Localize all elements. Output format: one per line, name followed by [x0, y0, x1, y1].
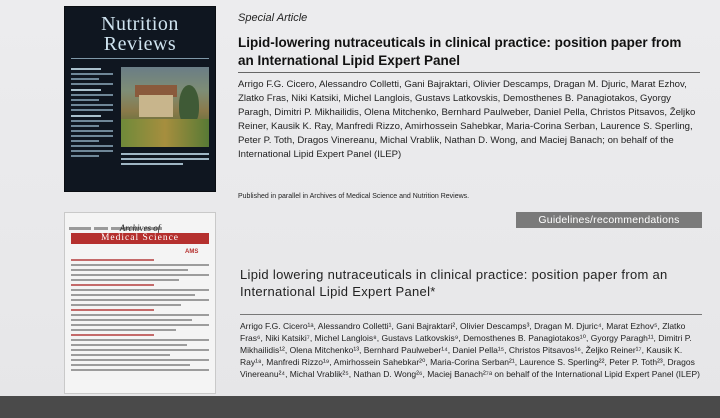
- ams-cover-title-line2: Medical Science: [71, 233, 209, 244]
- ams-article-title: Lipid lowering nutraceuticals in clinical practice: position paper from an International Lipid Expert Panel*: [240, 267, 668, 299]
- nr-cover-contents: [71, 64, 117, 184]
- nr-cover-rule: [71, 58, 209, 59]
- ams-cover-title-line1: Archives of: [119, 223, 161, 233]
- guidelines-tag: Guidelines/recommendations: [516, 212, 702, 228]
- nr-cover-title-line2: Reviews: [103, 33, 177, 55]
- ams-cover-mark: AMS: [185, 249, 199, 255]
- nr-cover-title-line1: Nutrition: [101, 13, 179, 35]
- ams-cover-contents: [71, 259, 209, 374]
- ams-author-list: Arrigo F.G. Cicero¹ᵃ, Alessandro Colletti¹, Gani Bajraktari², Olivier Descamps³, Dragan M. Djuric⁴, Marat Ezhov⁵, Zlatko Fras⁶, Niki Katsiki⁷, Michel Langlois⁸, Gustavs Latkovskis⁹, Demosthenes B. Panagiotakos¹⁰, Gyorgy Paragh¹¹, Dimitri P. Mikhailidis¹², Olena Mitchenko¹³, Bernhard Paulweber¹⁴, Daniel Pella¹⁵, Christos Pitsavos¹⁶, Željko Reiner¹⁷, Kausik K. Ray¹⁸, Manfredi Rizzo¹⁹, Amirhossein Sahebkar²⁰, Maria-Corina Serban²¹, Laurence S. Sperling²², Peter P. Toth²³, Dragos Vinereanu²⁴, Michal Vrablik²⁵, Nathan D. Wong²⁶, Maciej Banach²⁷ᵃ on behalf of the International Lipid Expert Panel (ILEP): [240, 321, 700, 379]
- ams-cover-top-strip: [69, 217, 211, 221]
- published-note: Published in parallel in Archives of Medical Science and Nutrition Reviews.: [238, 193, 470, 200]
- nr-author-list: Arrigo F.G. Cicero, Alessandro Colletti, Gani Bajraktari, Olivier Descamps, Dragan M. Djuric, Marat Ezhov, Zlatko Fras, Niki Katsiki, Michel Langlois, Gustavs Latkovskis, Demosthenes B. Panagiotakos, Gyorgy Paragh, Dimitri P. Mikhailidis, Olena Mitchenko, Bernhard Paulweber, Daniel Pella, Christos Pitsavos, Željko Reiner, Kausik K. Ray, Manfredi Rizzo, Amirhossein Sahebkar, Maria-Corina Serban, Laurence S. Sperling, Peter P. Toth, Dragos Vinereanu, Michal Vrablik, Nathan D. Wong, and Maciej Banach; on behalf of the International Lipid Expert Panel (ILEP): [238, 79, 696, 160]
- divider: [238, 72, 700, 73]
- nr-cover-painting-image: [121, 67, 209, 147]
- nutrition-reviews-cover: [64, 6, 216, 192]
- nr-cover-caption: [121, 153, 209, 168]
- divider: [240, 314, 702, 315]
- archives-medical-science-cover: [64, 212, 216, 394]
- nr-article-title: Lipid-lowering nutraceuticals in clinical practice: position paper from an International Lipid Expert Panel: [238, 35, 682, 68]
- slide-bottom-edge: [0, 396, 720, 418]
- section-label: Special Article: [238, 12, 308, 24]
